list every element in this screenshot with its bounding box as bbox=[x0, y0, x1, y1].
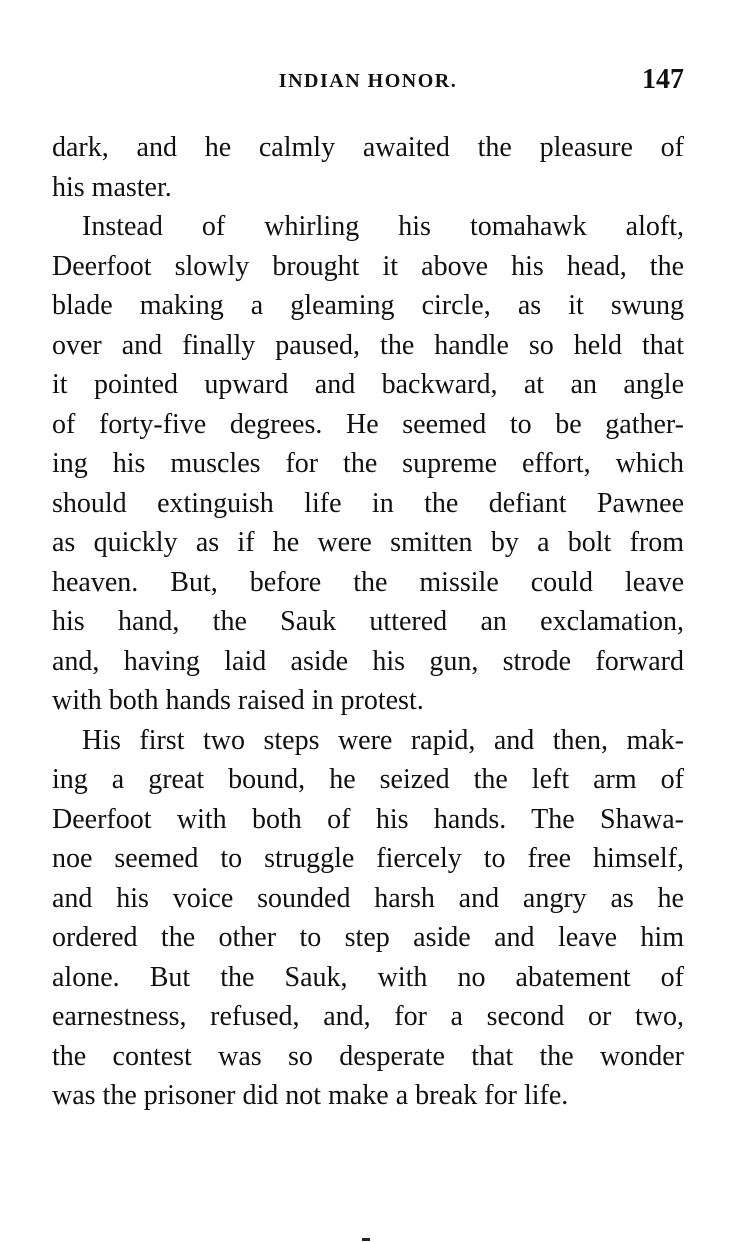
running-head bbox=[52, 64, 684, 98]
text-line: noe seemed to struggle fiercely to free himself, bbox=[52, 843, 684, 874]
text-line: His first two steps were rapid, and then, mak- bbox=[82, 724, 684, 756]
text-line: it pointed upward and backward, at an angle bbox=[52, 369, 684, 400]
body-text bbox=[52, 128, 684, 1116]
text-line: his hand, the Sauk uttered an exclamation, bbox=[52, 606, 684, 637]
text-line: heaven. But, before the missile could leave bbox=[52, 566, 684, 598]
text-line: the contest was so desperate that the wonder bbox=[52, 1040, 684, 1072]
text-line: earnestness, refused, and, for a second or two, bbox=[52, 1001, 684, 1032]
text-line: Deerfoot with both of his hands. The Shawa- bbox=[52, 803, 684, 835]
text-line: blade making a gleaming circle, as it swung bbox=[52, 290, 684, 321]
text-line: of forty-five degrees. He seemed to be gather- bbox=[52, 408, 684, 440]
text-line: alone. But the Sauk, with no abatement of bbox=[52, 961, 684, 993]
text-line: as quickly as if he were smitten by a bolt from bbox=[52, 527, 684, 558]
footer-mark bbox=[362, 1238, 370, 1241]
text-line: and his voice sounded harsh and angry as he bbox=[52, 882, 684, 914]
text-line: over and finally paused, the handle so held that bbox=[52, 329, 684, 361]
text-line: Deerfoot slowly brought it above his head, the bbox=[52, 250, 684, 282]
text-line: Instead of whirling his tomahawk aloft, bbox=[82, 211, 684, 242]
text-line: should extinguish life in the defiant Pawnee bbox=[52, 487, 684, 519]
text-line: and, having laid aside his gun, strode forward bbox=[52, 645, 684, 677]
text-line: ing his muscles for the supreme effort, which bbox=[52, 448, 684, 479]
text-line: his master. bbox=[52, 171, 172, 203]
text-line: with both hands raised in protest. bbox=[52, 685, 424, 716]
running-title: INDIAN HONOR. bbox=[278, 70, 458, 92]
text-line: was the prisoner did not make a break for life. bbox=[52, 1080, 569, 1111]
page-number: 147 bbox=[642, 64, 684, 95]
text-line: dark, and he calmly awaited the pleasure of bbox=[52, 132, 684, 163]
text-line: ordered the other to step aside and leave him bbox=[52, 922, 684, 953]
text-line: ing a great bound, he seized the left arm of bbox=[52, 764, 684, 795]
